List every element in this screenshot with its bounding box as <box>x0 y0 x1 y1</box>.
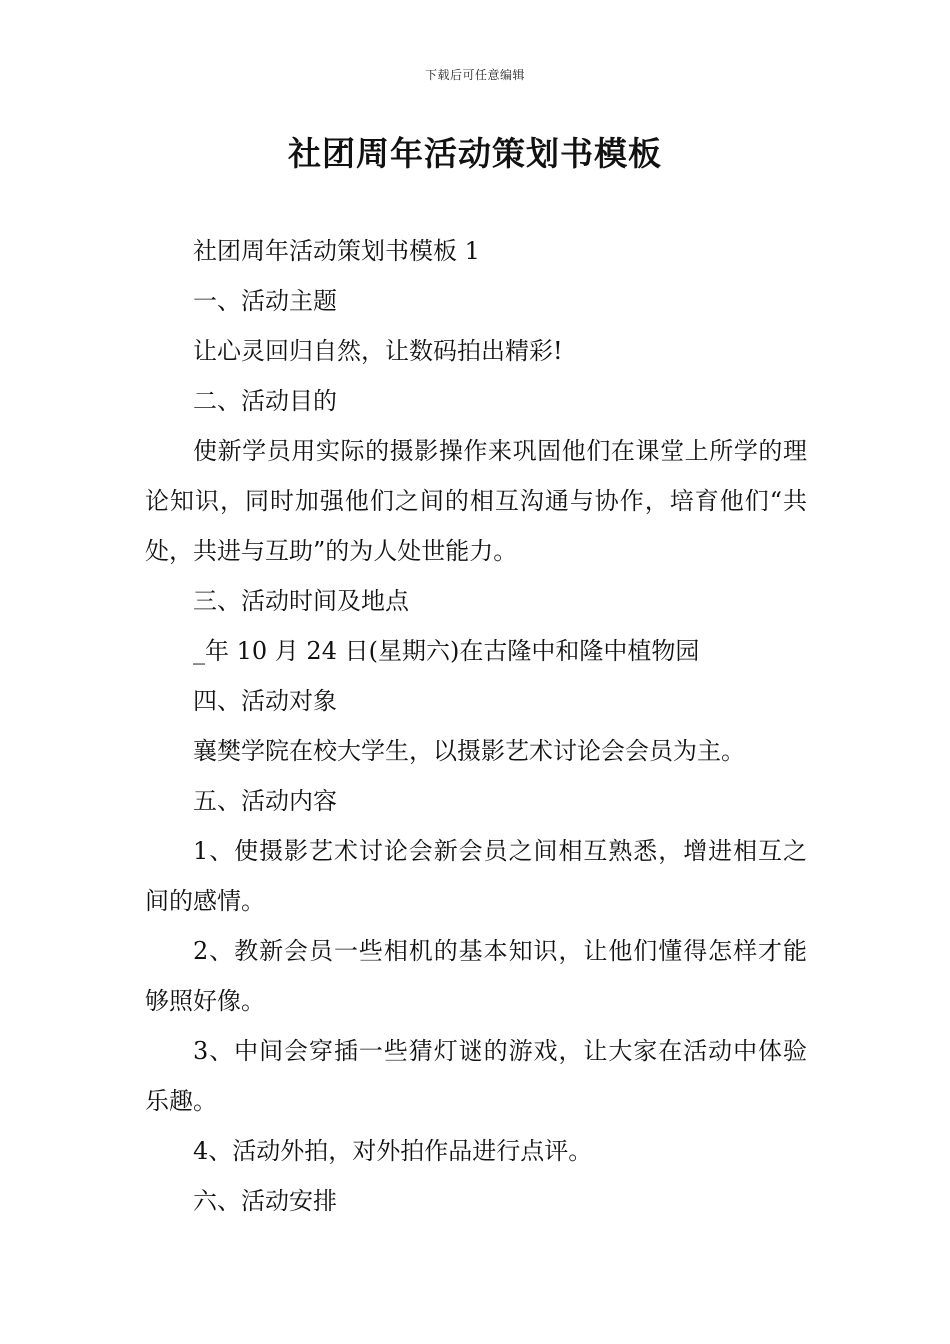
document-title: 社团周年活动策划书模板 <box>288 134 662 173</box>
list-item: 1、使摄影艺术讨论会新会员之间相互熟悉，增进相互之间的感情。 <box>145 837 807 915</box>
section-heading: 一、活动主题 <box>193 287 337 315</box>
section-heading: 三、活动时间及地点 <box>193 587 409 615</box>
section-heading: 四、活动对象 <box>193 687 337 715</box>
body-paragraph: 使新学员用实际的摄影操作来巩固他们在课堂上所学的理论知识，同时加强他们之间的相互沟通与协作，培育他们“共处，共进与互助”的为人处世能力。 <box>145 437 807 565</box>
list-item: 2、教新会员一些相机的基本知识，让他们懂得怎样才能够照好像。 <box>145 937 807 1015</box>
body-paragraph: _年 10 月 24 日(星期六)在古隆中和隆中植物园 <box>193 637 700 665</box>
section-heading: 五、活动内容 <box>193 787 337 815</box>
document-body <box>145 226 807 1226</box>
section-heading: 二、活动目的 <box>193 387 337 415</box>
header-note: 下载后可任意编辑 <box>424 68 525 82</box>
body-paragraph: 让心灵回归自然，让数码拍出精彩! <box>193 337 563 365</box>
list-item: 3、中间会穿插一些猜灯谜的游戏，让大家在活动中体验乐趣。 <box>145 1037 807 1115</box>
list-item: 4、活动外拍，对外拍作品进行点评。 <box>193 1137 593 1165</box>
subtitle-paragraph: 社团周年活动策划书模板 1 <box>193 237 480 265</box>
section-heading: 六、活动安排 <box>193 1187 337 1215</box>
body-paragraph: 襄樊学院在校大学生，以摄影艺术讨论会会员为主。 <box>193 737 745 765</box>
